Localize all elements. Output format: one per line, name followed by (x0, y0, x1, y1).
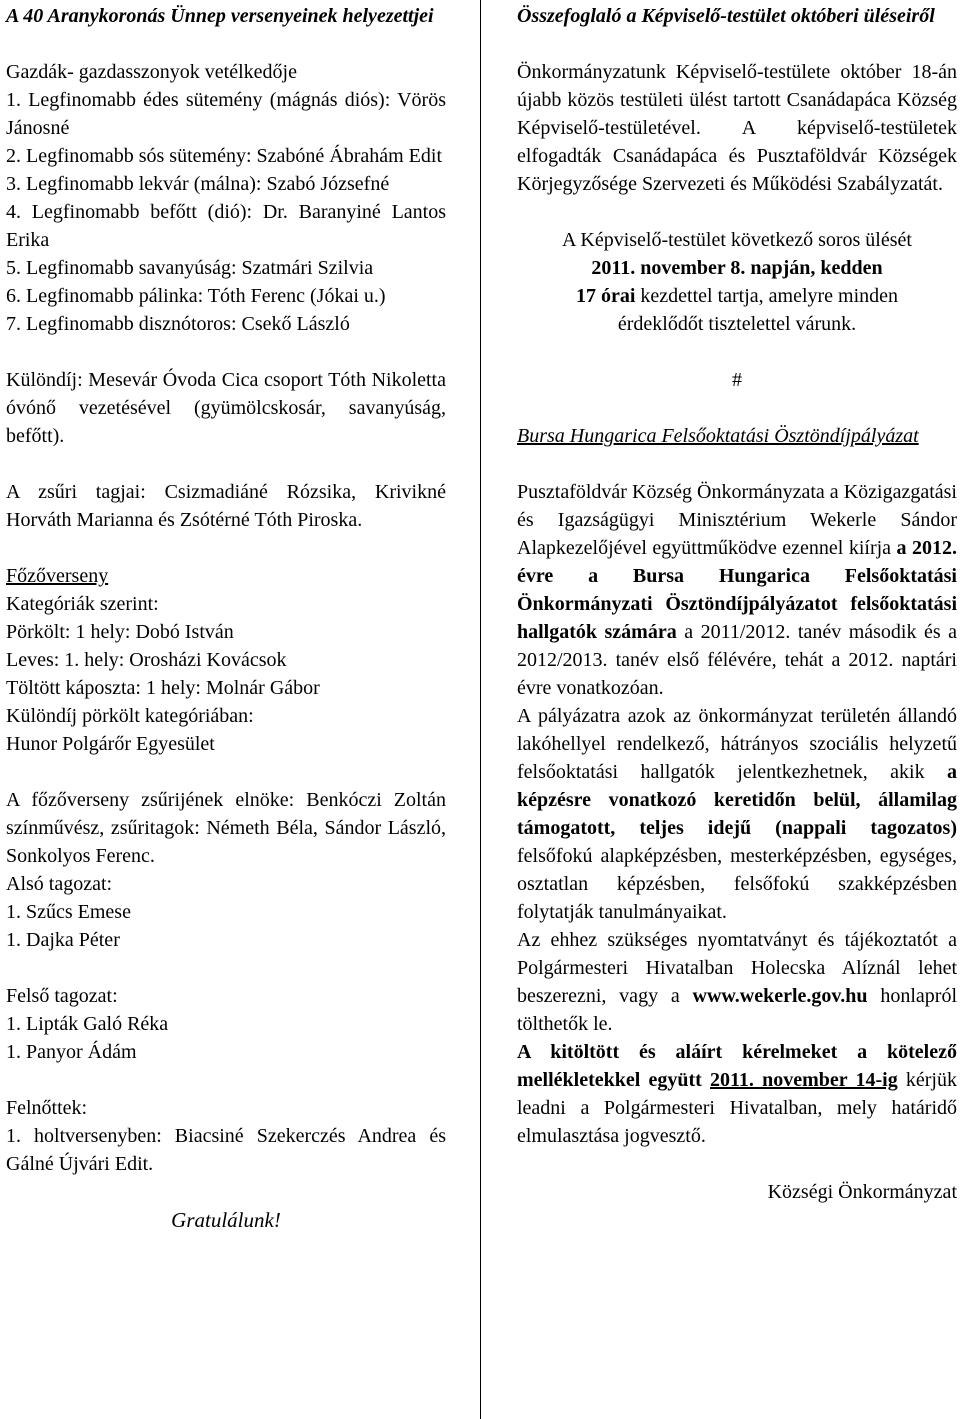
wekerle-link[interactable]: www.wekerle.gov.hu (692, 985, 868, 1007)
cooking-heading: Főzőverseny (6, 565, 109, 587)
next-meeting-time: 17 órai (575, 285, 636, 307)
bursa-p2-text-2: felsőfokú alapképzésben, mesterképzésben, egységes, osztatlan képzésben, felsőfokú szakképzésben folytatják tanulmányaikat. (517, 845, 957, 923)
bursa-title: Bursa Hungarica Felsőoktatási Ösztöndíjpályázat (517, 425, 919, 447)
result-4: 4. Legfinomabb befőtt (dió): Dr. Baranyiné Lantos Erika (6, 201, 446, 251)
lower-grade-winner: 1. Dajka Péter (6, 929, 120, 951)
bursa-p1-text: Pusztaföldvár Község Önkormányzata a Közigazgatási és Igazságügyi Minisztérium Wekerle Sándor Alapkezelőjével együttműködve ezennel kiírja (517, 481, 957, 559)
result-3: 3. Legfinomabb lekvár (málna): Szabó Józsefné (6, 173, 390, 195)
result-7: 7. Legfinomabb disznótoros: Csekő László (6, 313, 350, 335)
bursa-paragraph-4 (517, 1038, 957, 1150)
lower-grade-label: Alsó tagozat: (6, 873, 113, 895)
upper-grade-winner: 1. Panyor Ádám (6, 1041, 137, 1063)
next-meeting-time-line (517, 282, 957, 310)
cooking-line: Hunor Polgárőr Egyesület (6, 733, 215, 755)
bursa-paragraph-2 (517, 702, 957, 926)
bursa-p1-text-2: a 2011/2012. tanév második és a 2012/2013. tanév első félévére, tehát a 2012. naptári évre vonatkozóan. (517, 621, 958, 699)
upper-grade-winner: 1. Lipták Galó Réka (6, 1013, 169, 1035)
results-title: A 40 Aranykoronás Ünnep versenyeinek helyezettjei (6, 5, 434, 27)
cooking-jury: A főzőverseny zsűrijének elnöke: Benkóczi Zoltán színművész, zsűritagok: Németh Béla, Sándor László, Sonkolyos Ferenc. (6, 789, 446, 867)
bursa-p3-text-2: honlapról tölthetők le. (517, 985, 957, 1035)
bursa-paragraph-1 (517, 478, 957, 702)
cooking-line: Kategóriák szerint: (6, 593, 159, 615)
special-prize: Különdíj: Mesevár Óvoda Cica csoport Tóth Nikoletta óvónő vezetésével (gyümölcskosár, savanyúság, befőtt). (6, 369, 446, 447)
cooking-line: Töltött káposzta: 1 hely: Molnár Gábor (6, 677, 320, 699)
next-meeting-invite: érdeklődőt tisztelettel várunk. (617, 313, 857, 335)
summary-title: Összefoglaló a Képviselő-testület októberi üléseiről (517, 5, 935, 27)
cooking-line: Pörkölt: 1 hely: Dobó István (6, 621, 234, 643)
next-meeting-date: 2011. november 8. napján, kedden (591, 257, 883, 279)
result-5: 5. Legfinomabb savanyúság: Szatmári Szilvia (6, 257, 374, 279)
jury-members: A zsűri tagjai: Csizmadiáné Rózsika, Krivikné Horváth Marianna és Zsótérné Tóth Piroska. (6, 481, 446, 531)
adults-label: Felnőttek: (6, 1097, 88, 1119)
cooking-line: Különdíj pörkölt kategóriában: (6, 705, 254, 727)
bursa-paragraph-3 (517, 926, 957, 1038)
section-separator: # (732, 369, 742, 391)
signature: Községi Önkormányzat (767, 1181, 957, 1203)
congratulations: Gratulálunk! (171, 1208, 281, 1232)
left-column (6, 2, 446, 1234)
bursa-p4-text: kérjük leadni a Polgármesteri Hivatalban, mely határidő elmulasztása jogvesztő. (517, 1069, 957, 1147)
result-2: 2. Legfinomabb sós sütemény: Szabóné Ábrahám Edit (6, 145, 443, 167)
next-meeting-notice (517, 226, 957, 338)
bursa-p2-text: A pályázatra azok az önkormányzat területén állandó lakóhellyel rendelkező, hátrányos szociális helyzetű felsőoktatási hallgatók jelentkezhetnek, akik (517, 705, 957, 783)
upper-grade-label: Felső tagozat: (6, 985, 118, 1007)
bursa-p1-bold: a 2012. évre a Bursa Hungarica Felsőoktatási Önkormányzati Ösztöndíjpályázatot felsőoktatási hallgatók számára (517, 537, 957, 643)
bursa-p4-bold: A kitöltött és aláírt kérelmeket a kötelező mellékletekkel együtt (517, 1041, 957, 1091)
bursa-p3-text: Az ehhez szükséges nyomtatványt és tájékoztatót a Polgármesteri Hivatalban Holecska Alíznál lehet beszerezni, vagy a (517, 929, 957, 1007)
right-column (517, 2, 957, 1206)
summary-text: Önkormányzatunk Képviselő-testülete október 18-án újabb közös testületi ülést tartott Csanádapáca Község Képviselő-testületével. A képviselő-testületek elfogadták Csanádapáca és Pusztaföldvár Községek Körjegyzősége Szervezeti és Működési Szabályzatát. (517, 61, 957, 195)
next-meeting-text: kezdettel tartja, amelyre minden (635, 285, 899, 307)
contest-heading: Gazdák- gazdasszonyok vetélkedője (6, 61, 297, 83)
result-6: 6. Legfinomabb pálinka: Tóth Ferenc (Jókai u.) (6, 285, 386, 307)
column-divider (480, 0, 481, 1419)
bursa-p2-bold: a képzésre vonatkozó keretidőn belül, államilag támogatott, teljes idejű (nappali tagozatos) (517, 761, 957, 839)
deadline-date: 2011. november 14-ig (710, 1069, 898, 1091)
lower-grade-winner: 1. Szűcs Emese (6, 901, 131, 923)
adults-winners: 1. holtversenyben: Biacsiné Szekerczés Andrea és Gálné Újvári Edit. (6, 1125, 446, 1175)
next-meeting-line: A Képviselő-testület következő soros ülését (562, 229, 912, 251)
result-1: 1. Legfinomabb édes sütemény (mágnás diós): Vörös Jánosné (6, 89, 446, 139)
cooking-line: Leves: 1. hely: Orosházi Kovácsok (6, 649, 287, 671)
